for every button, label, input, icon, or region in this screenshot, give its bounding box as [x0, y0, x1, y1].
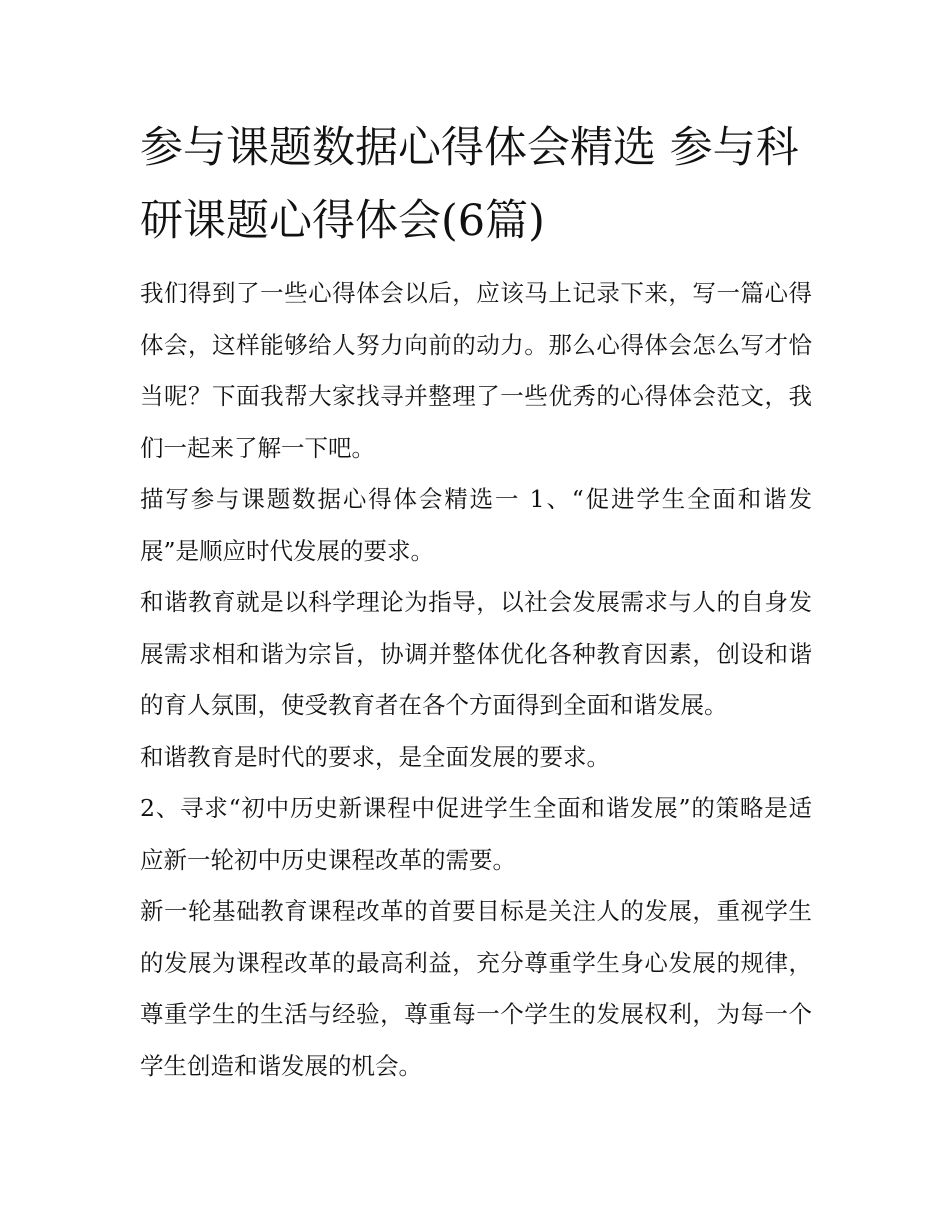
paragraph-section-one-point-one: 描写参与课题数据心得体会精选一 1、“促进学生全面和谐发展”是顺应时代发展的要求。 — [140, 485, 812, 565]
document-page — [140, 112, 812, 1092]
paragraph-curriculum-reform: 新一轮基础教育课程改革的首要目标是关注人的发展，重视学生的发展为课程改革的最高利益，充分尊重学生身心发展的规律，尊重学生的生活与经验，尊重每一个学生的发展权利，为每一个学生创造和谐发展的机会。 — [140, 897, 812, 1080]
document-title: 参与课题数据心得体会精选 参与科研课题心得体会(6篇) — [140, 123, 799, 246]
paragraph-point-two: 2、寻求“初中历史新课程中促进学生全面和谐发展”的策略是适应新一轮初中历史课程改革的需要。 — [140, 794, 812, 874]
paragraph-harmony-definition: 和谐教育就是以科学理论为指导，以社会发展需求与人的自身发展需求相和谐为宗旨，协调并整体优化各种教育因素，创设和谐的育人氛围，使受教育者在各个方面得到全面和谐发展。 — [140, 588, 812, 719]
paragraph-intro: 我们得到了一些心得体会以后，应该马上记录下来，写一篇心得体会，这样能够给人努力向前的动力。那么心得体会怎么写才恰当呢？下面我帮大家找寻并整理了一些优秀的心得体会范文，我们一起来了解一下吧。 — [140, 279, 812, 462]
paragraph-harmony-requirement: 和谐教育是时代的要求，是全面发展的要求。 — [140, 742, 610, 771]
